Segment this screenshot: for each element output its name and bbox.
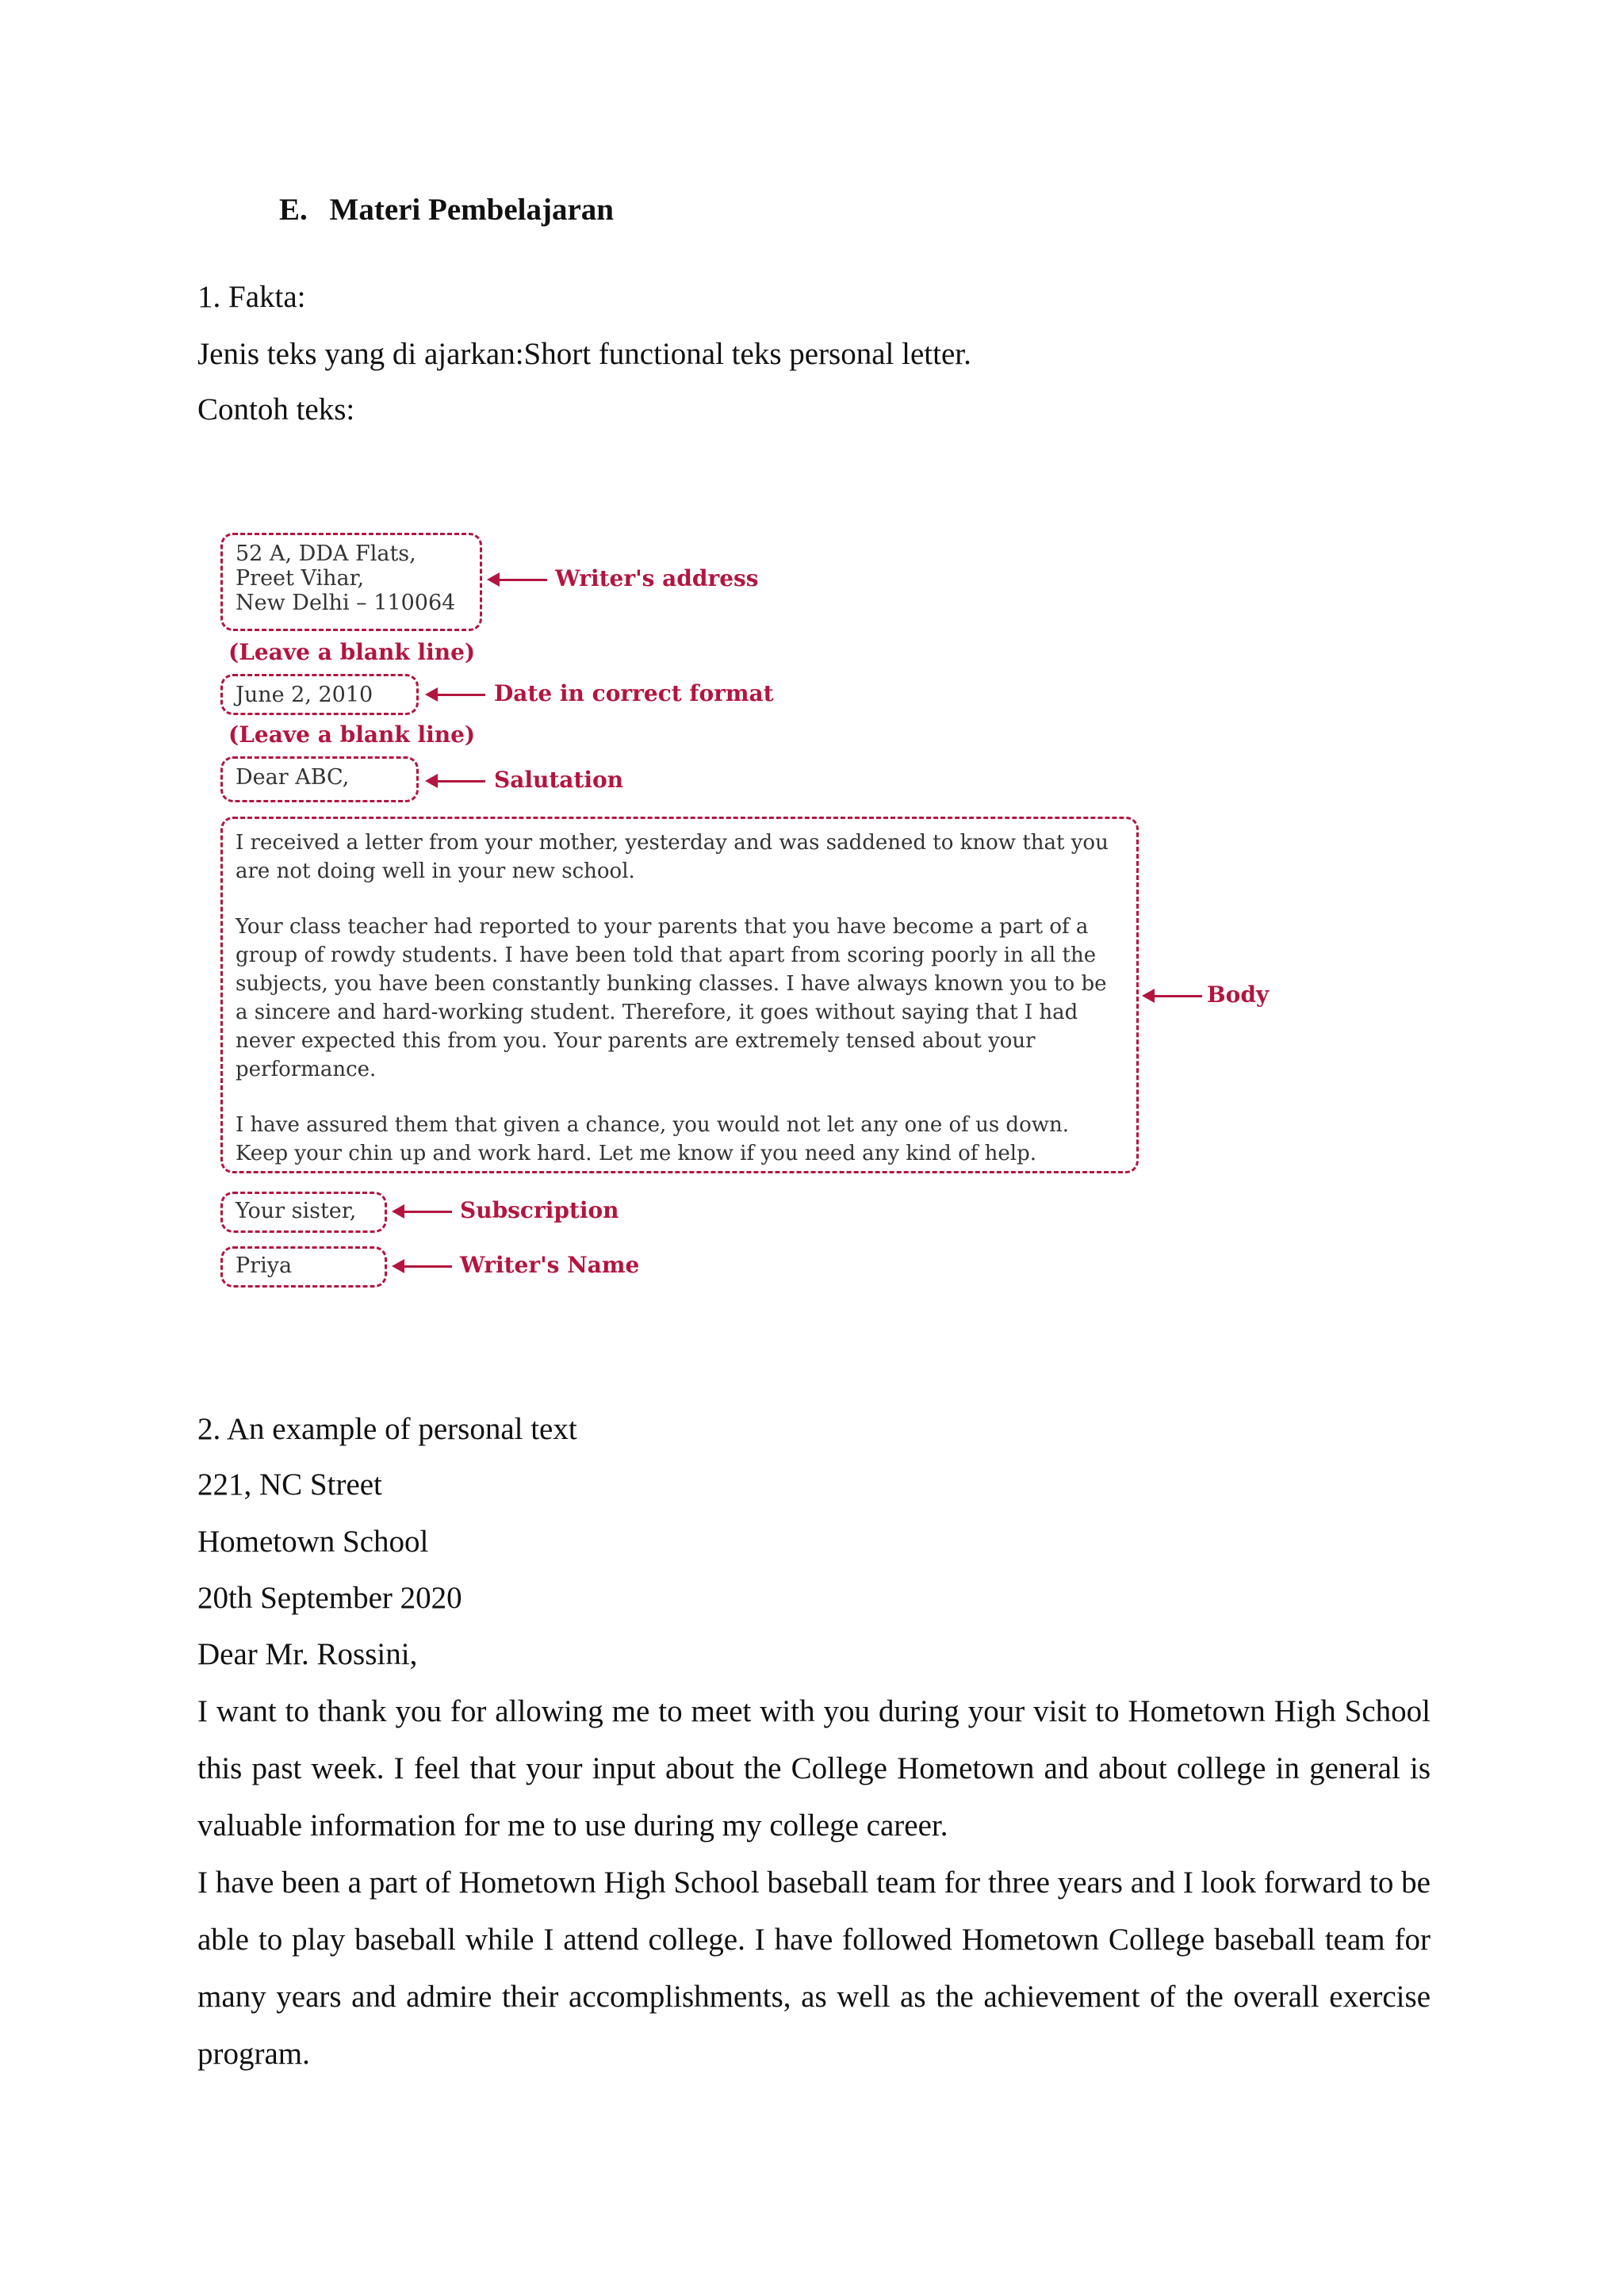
example-address-2: Hometown School <box>197 1525 429 1559</box>
date-box <box>220 674 419 715</box>
address-line: Preet Vihar, <box>236 566 365 591</box>
example-address-1: 221, NC Street <box>197 1468 382 1502</box>
body-label: Body <box>1207 982 1270 1008</box>
subscription-label: Subscription <box>460 1197 619 1223</box>
letter-writer-name: Priya <box>236 1253 293 1278</box>
subscription-box <box>220 1192 387 1233</box>
blank-line-note: (Leave a blank line) <box>228 639 476 665</box>
blank-line-note: (Leave a blank line) <box>228 721 476 748</box>
address-box <box>220 533 482 631</box>
fakta-contoh: Contoh teks: <box>197 392 355 427</box>
body-paragraph: I have assured them that given a chance, you would not let any one of us down. Keep your chin up and work hard. Let me know if you need any kind of help. <box>236 1113 1069 1165</box>
example-paragraph-2: I have been a part of Hometown High School baseball team for three years and I look forward to be able to play baseball while I attend college. I have followed Hometown College baseball team for many years and admire their accomplishments, as well as the achievement of the overall exercise program. <box>197 1866 1431 2071</box>
salutation-label: Salutation <box>494 767 624 793</box>
example-date: 20th September 2020 <box>197 1581 462 1615</box>
example-title: 2. An example of personal text <box>197 1412 577 1446</box>
section-title: Materi Pembelajaran <box>329 193 614 227</box>
example-paragraph-1: I want to thank you for allowing me to meet with you during your visit to Hometown High School this past week. I feel that your input about the College Hometown and about college in general is valuable information for me to use during my college career. <box>197 1694 1431 1843</box>
address-label: Writer's address <box>555 565 759 591</box>
date-label: Date in correct format <box>494 680 774 706</box>
letter-format-figure <box>205 515 1624 1324</box>
section-heading <box>279 192 614 228</box>
letter-date: June 2, 2010 <box>236 683 373 707</box>
subscription-arrow <box>403 1211 452 1213</box>
address-line: 52 A, DDA Flats, <box>236 541 416 566</box>
section-number: E. <box>279 193 308 227</box>
letter-subscription: Your sister, <box>236 1199 357 1223</box>
body-paragraph: I received a letter from your mother, yesterday and was saddened to know that you are not doing well in your new school. <box>236 831 1109 883</box>
address-arrow <box>498 579 547 581</box>
address-line: New Delhi – 110064 <box>236 591 456 615</box>
fakta-jenis: Jenis teks yang di ajarkan:Short functional teks personal letter. <box>197 337 971 371</box>
name-box <box>220 1246 387 1288</box>
name-label: Writer's Name <box>460 1252 640 1278</box>
name-arrow <box>403 1265 452 1268</box>
fakta-label: 1. Fakta: <box>197 280 306 314</box>
body-box <box>220 817 1139 1173</box>
body-paragraph: Your class teacher had reported to your parents that you have become a part of a group of rowdy students. I have been told that apart from scoring poorly in all the subjects, you have been constantly bunking classes. I have always known you to be a sincere and hard-working student. Therefore, it goes without saying that I had never expected this from you. Your parents are extremely tensed about your performance. <box>236 915 1107 1081</box>
letter-salutation: Dear ABC, <box>236 765 350 790</box>
example-salutation: Dear Mr. Rossini, <box>197 1637 418 1671</box>
body-arrow <box>1153 995 1202 997</box>
salutation-box <box>220 756 419 802</box>
salutation-arrow <box>436 780 485 783</box>
date-arrow <box>436 694 485 696</box>
